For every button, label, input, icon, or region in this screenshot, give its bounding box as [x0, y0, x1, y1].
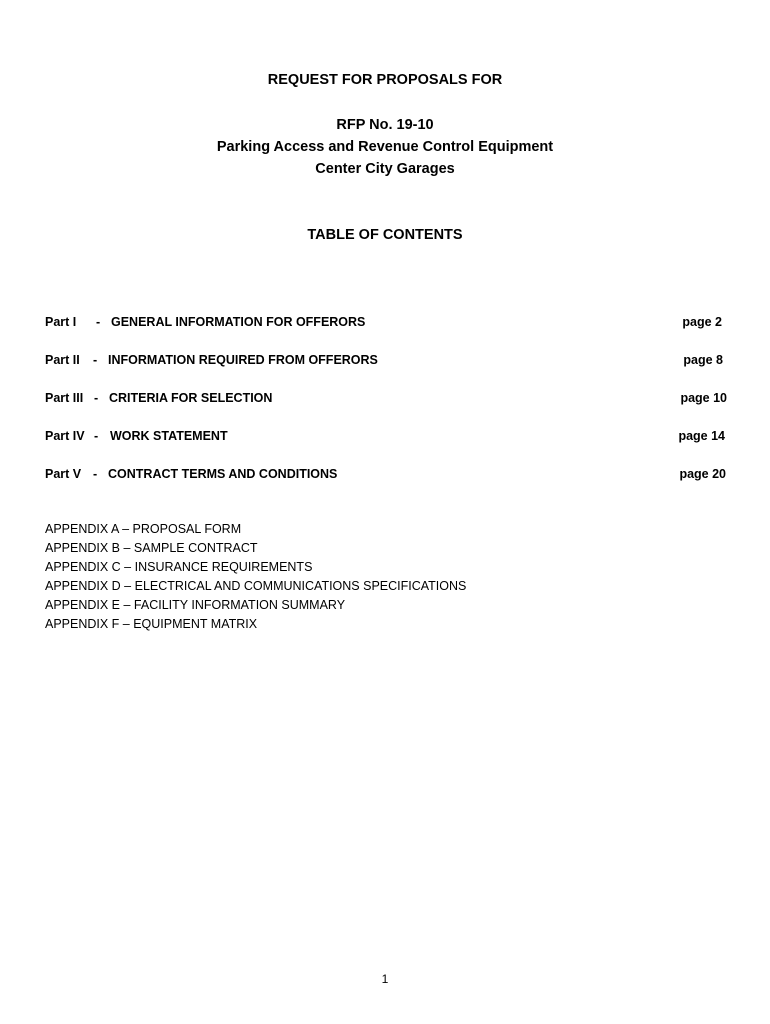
appendix-item-e: APPENDIX E – FACILITY INFORMATION SUMMARY — [45, 598, 346, 612]
appendix-item-f: APPENDIX F – EQUIPMENT MATRIX — [45, 617, 258, 631]
appendix-item-d: APPENDIX D – ELECTRICAL AND COMMUNICATIONS SPECIFICATIONS — [45, 579, 467, 593]
appendix-list — [45, 520, 466, 634]
toc-part-label: Part II — [45, 353, 80, 367]
toc-dash: - — [93, 467, 98, 481]
toc-page-ref: page 8 — [683, 353, 723, 367]
toc-page-ref: page 10 — [680, 391, 727, 405]
toc-entry-title: WORK STATEMENT — [110, 429, 228, 443]
toc-entry-part-3 — [45, 388, 727, 408]
toc-dash: - — [96, 315, 101, 329]
page-number: 1 — [381, 972, 389, 986]
project-location: Center City Garages — [315, 161, 455, 177]
rfp-title-line: REQUEST FOR PROPOSALS FOR — [267, 72, 503, 88]
toc-dash: - — [94, 391, 99, 405]
toc-entry-title: GENERAL INFORMATION FOR OFFERORS — [111, 315, 366, 329]
appendix-item-c: APPENDIX C – INSURANCE REQUIREMENTS — [45, 560, 313, 574]
toc-dash: - — [93, 353, 98, 367]
appendix-item-b: APPENDIX B – SAMPLE CONTRACT — [45, 541, 258, 555]
toc-entry-part-5 — [45, 464, 727, 484]
toc-page-ref: page 14 — [678, 429, 725, 443]
toc-entry-title: CRITERIA FOR SELECTION — [109, 391, 273, 405]
toc-part-label: Part I — [45, 315, 77, 329]
toc-part-label: Part III — [45, 391, 84, 405]
toc-entry-part-2 — [45, 350, 727, 370]
toc-part-label: Part V — [45, 467, 82, 481]
toc-entry-title: CONTRACT TERMS AND CONDITIONS — [108, 467, 338, 481]
rfp-number: RFP No. 19-10 — [336, 117, 434, 133]
toc-entry-part-4 — [45, 426, 727, 446]
toc-dash: - — [94, 429, 99, 443]
toc-page-ref: page 20 — [679, 467, 726, 481]
appendix-item-a: APPENDIX A – PROPOSAL FORM — [45, 522, 242, 536]
toc-entry-title: INFORMATION REQUIRED FROM OFFERORS — [108, 353, 378, 367]
toc-part-label: Part IV — [45, 429, 85, 443]
project-title: Parking Access and Revenue Control Equipment — [216, 139, 554, 155]
toc-heading: TABLE OF CONTENTS — [307, 227, 463, 243]
toc-page-ref: page 2 — [682, 315, 722, 329]
toc-entry-part-1 — [45, 312, 727, 332]
